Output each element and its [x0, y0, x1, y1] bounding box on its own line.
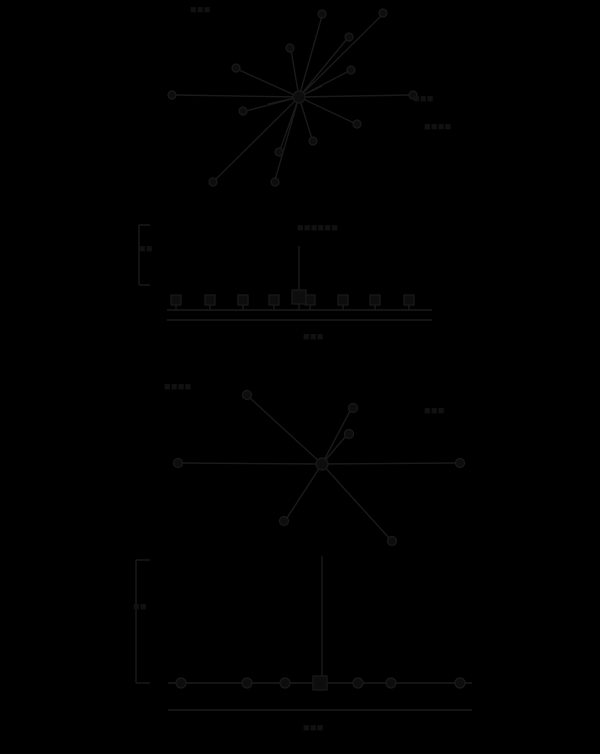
- panel-top-tree-label-left-axis: ■■: [139, 243, 153, 255]
- panel-bottom-star-label-right: ■■■: [424, 405, 445, 417]
- panel-bottom-tree-label-left-bracket: ■■: [133, 601, 147, 613]
- panel-top-tree-label-bottom-axis: ■■■: [303, 331, 324, 343]
- panel-top-tree-edges: [139, 225, 432, 320]
- panel-bottom-tree-label-bottom-axis: ■■■: [303, 722, 324, 734]
- panel-top-star-label-right-1: ■■■: [413, 93, 434, 105]
- panel-bottom-tree-edges: [136, 556, 472, 710]
- panel-top-tree-nodes: [171, 290, 414, 305]
- panel-top-star-nodes: [168, 9, 417, 186]
- panel-top-tree-label-top-block: ■■■■■■: [297, 222, 339, 234]
- panel-bottom-star-nodes: [174, 391, 465, 546]
- panel-bottom-star-label-upper-left: ■■■■: [164, 381, 192, 393]
- panel-top-star-label-top-left: ■■■: [190, 4, 211, 16]
- panel-top-star-label-right-2: ■■■■: [424, 121, 452, 133]
